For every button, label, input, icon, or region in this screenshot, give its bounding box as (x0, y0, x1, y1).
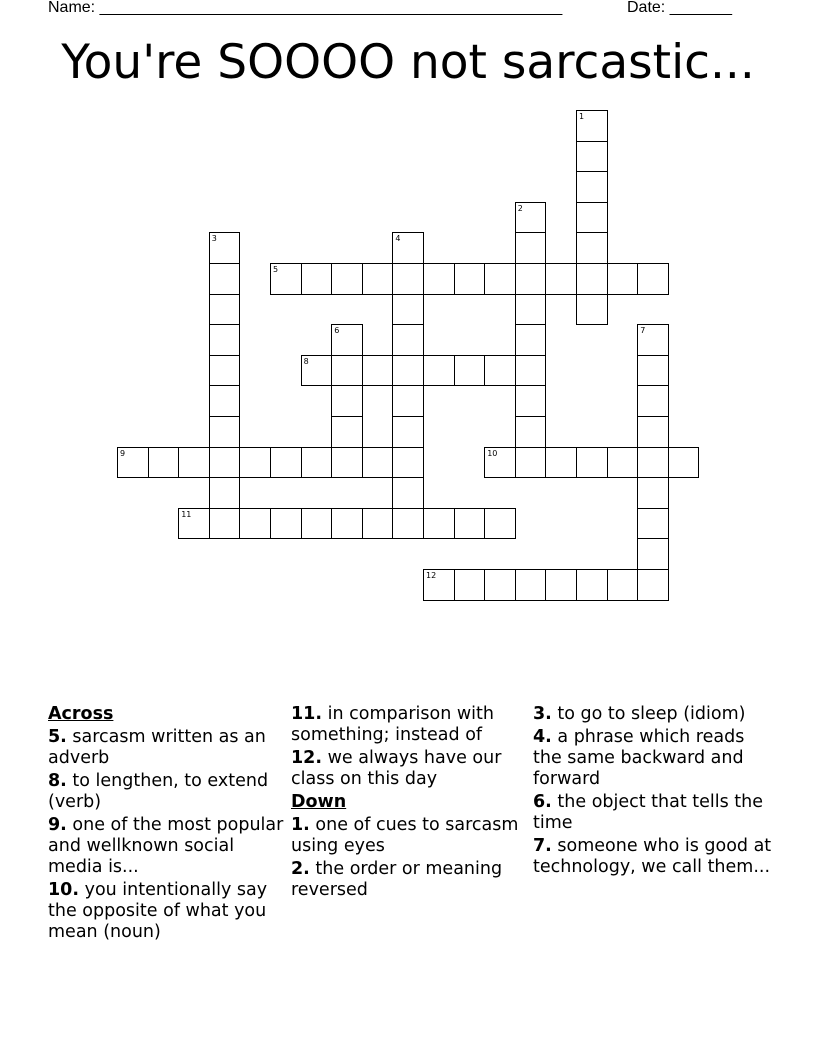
clue-number: 2. (291, 859, 310, 879)
grid-cell[interactable] (209, 294, 241, 326)
grid-cell[interactable] (576, 141, 608, 173)
grid-cell[interactable] (392, 447, 424, 479)
clue-across-11 (291, 704, 531, 746)
date-field: Date: _______ (627, 0, 732, 16)
grid-cell[interactable] (392, 324, 424, 356)
grid-cell[interactable] (454, 569, 486, 601)
grid-cell[interactable] (454, 263, 486, 295)
cell-number: 10 (487, 448, 498, 458)
grid-cell[interactable] (209, 385, 241, 417)
down-heading: Down (291, 792, 347, 812)
grid-cell[interactable] (637, 508, 669, 540)
grid-cell[interactable] (515, 385, 547, 417)
grid-cell[interactable] (515, 569, 547, 601)
grid-cell[interactable] (117, 447, 149, 479)
grid-cell[interactable] (545, 569, 577, 601)
page-title: You're SOOOO not sarcastic... (61, 35, 755, 90)
grid-cell[interactable] (576, 232, 608, 264)
grid-cell[interactable] (362, 447, 394, 479)
grid-cell[interactable] (423, 355, 455, 387)
clue-text: one of the most popular and wellknown social media is... (48, 815, 284, 877)
grid-cell[interactable] (484, 508, 516, 540)
grid-cell[interactable] (607, 263, 639, 295)
grid-cell[interactable] (484, 263, 516, 295)
clue-text: to lengthen, to extend (verb) (48, 771, 269, 812)
grid-cell[interactable] (515, 416, 547, 448)
grid-cell[interactable] (515, 355, 547, 387)
grid-cell[interactable] (545, 447, 577, 479)
grid-cell[interactable] (637, 477, 669, 509)
clue-across-10 (48, 880, 288, 943)
cell-number: 6 (334, 326, 340, 336)
clue-number: 1. (291, 815, 310, 835)
clue-down-2 (291, 859, 531, 901)
clue-text: sarcasm written as an adverb (48, 727, 266, 768)
grid-cell[interactable] (515, 232, 547, 264)
clues-column-3 (533, 702, 773, 878)
grid-cell[interactable] (637, 263, 669, 295)
clue-text: the order or meaning reversed (291, 859, 503, 900)
grid-cell[interactable] (301, 508, 333, 540)
cell-number: 3 (211, 234, 217, 244)
grid-cell[interactable] (270, 447, 302, 479)
clue-across-8 (48, 771, 288, 813)
cell-number: 2 (517, 203, 523, 213)
grid-cell[interactable] (576, 263, 608, 295)
clue-number: 5. (48, 727, 67, 747)
clue-number: 6. (533, 792, 552, 812)
clue-number: 8. (48, 771, 67, 791)
grid-cell[interactable] (637, 538, 669, 570)
clue-across-12 (291, 748, 531, 790)
clues-column-2 (291, 702, 531, 901)
grid-cell[interactable] (331, 355, 363, 387)
grid-cell[interactable] (178, 447, 210, 479)
grid-cell[interactable] (515, 263, 547, 295)
grid-cell[interactable] (362, 508, 394, 540)
cell-number: 8 (303, 356, 309, 366)
clues-column-1 (48, 702, 288, 943)
clue-text: one of cues to sarcasm using eyes (291, 815, 519, 856)
grid-cell[interactable] (301, 263, 333, 295)
grid-cell[interactable] (607, 569, 639, 601)
grid-cell[interactable] (392, 508, 424, 540)
grid-cell[interactable] (392, 477, 424, 509)
grid-cell[interactable] (454, 508, 486, 540)
cell-number: 12 (426, 571, 437, 580)
clue-text: someone who is good at technology, we call them... (533, 836, 772, 877)
grid-cell[interactable] (637, 447, 669, 479)
grid-cell[interactable] (362, 263, 394, 295)
clue-number: 12. (291, 748, 323, 768)
clue-down-3 (533, 704, 773, 725)
grid-cell[interactable] (392, 232, 424, 264)
grid-cell[interactable] (423, 508, 455, 540)
clue-number: 7. (533, 836, 552, 856)
grid-cell[interactable] (423, 263, 455, 295)
grid-cell[interactable] (576, 569, 608, 601)
clue-text: we always have our class on this day (291, 748, 502, 789)
grid-cell[interactable] (301, 355, 333, 387)
grid-cell[interactable] (270, 508, 302, 540)
grid-cell[interactable] (637, 416, 669, 448)
grid-cell[interactable] (607, 447, 639, 479)
grid-cell[interactable] (301, 447, 333, 479)
cell-number: 9 (120, 448, 126, 458)
clue-text: the object that tells the time (533, 792, 764, 833)
grid-cell[interactable] (331, 447, 363, 479)
grid-cell[interactable] (209, 416, 241, 448)
grid-cell[interactable] (239, 508, 271, 540)
clue-number: 11. (291, 704, 323, 724)
grid-cell[interactable] (392, 294, 424, 326)
clue-text: to go to sleep (idiom) (557, 704, 746, 724)
grid-cell[interactable] (576, 447, 608, 479)
grid-cell[interactable] (637, 569, 669, 601)
grid-cell[interactable] (484, 569, 516, 601)
clue-number: 9. (48, 815, 67, 835)
grid-cell[interactable] (209, 447, 241, 479)
clue-text: a phrase which reads the same backward and forward (533, 727, 745, 789)
cell-number: 7 (640, 326, 646, 336)
grid-cell[interactable] (331, 416, 363, 448)
grid-cell[interactable] (209, 355, 241, 387)
grid-cell[interactable] (576, 110, 608, 142)
grid-cell[interactable] (239, 447, 271, 479)
grid-cell[interactable] (637, 324, 669, 356)
grid-cell[interactable] (576, 171, 608, 203)
clue-number: 4. (533, 727, 552, 747)
grid-cell[interactable] (392, 385, 424, 417)
grid-cell[interactable] (362, 355, 394, 387)
cell-number: 4 (395, 234, 401, 244)
clue-number: 10. (48, 880, 80, 900)
grid-cell[interactable] (209, 263, 241, 295)
grid-cell[interactable] (668, 447, 700, 479)
clue-text: you intentionally say the opposite of what you mean (noun) (48, 880, 268, 942)
grid-cell[interactable] (637, 355, 669, 387)
clue-text: in comparison with something; instead of (291, 704, 494, 745)
grid-cell[interactable] (637, 385, 669, 417)
clue-across-5 (48, 727, 288, 769)
grid-cell[interactable] (576, 294, 608, 326)
grid-cell[interactable] (515, 294, 547, 326)
grid-cell[interactable] (484, 355, 516, 387)
grid-cell[interactable] (392, 263, 424, 295)
grid-cell[interactable] (545, 263, 577, 295)
grid-cell[interactable] (515, 202, 547, 234)
cell-number: 1 (579, 112, 585, 121)
grid-cell[interactable] (515, 324, 547, 356)
cell-number: 11 (181, 509, 192, 519)
clue-down-1 (291, 815, 531, 857)
clue-down-6 (533, 792, 773, 834)
clue-down-7 (533, 836, 773, 878)
clue-number: 3. (533, 704, 552, 724)
grid-cell[interactable] (484, 447, 516, 479)
grid-cell[interactable] (270, 263, 302, 295)
grid-cell[interactable] (454, 355, 486, 387)
grid-cell[interactable] (331, 324, 363, 356)
grid-cell[interactable] (178, 508, 210, 540)
grid-cell[interactable] (209, 508, 241, 540)
grid-cell[interactable] (331, 508, 363, 540)
grid-cell[interactable] (392, 416, 424, 448)
grid-cell[interactable] (392, 355, 424, 387)
grid-cell[interactable] (148, 447, 180, 479)
grid-cell[interactable] (209, 232, 241, 264)
grid-cell[interactable] (576, 202, 608, 234)
clue-across-9 (48, 815, 288, 878)
name-field: Name: ____________________________________________________ (48, 0, 563, 16)
grid-cell[interactable] (209, 324, 241, 356)
grid-cell[interactable] (423, 569, 455, 601)
grid-cell[interactable] (331, 263, 363, 295)
grid-cell[interactable] (209, 477, 241, 509)
grid-cell[interactable] (331, 385, 363, 417)
cell-number: 5 (273, 265, 279, 274)
across-heading: Across (48, 704, 114, 724)
clue-down-4 (533, 727, 773, 790)
grid-cell[interactable] (515, 447, 547, 479)
